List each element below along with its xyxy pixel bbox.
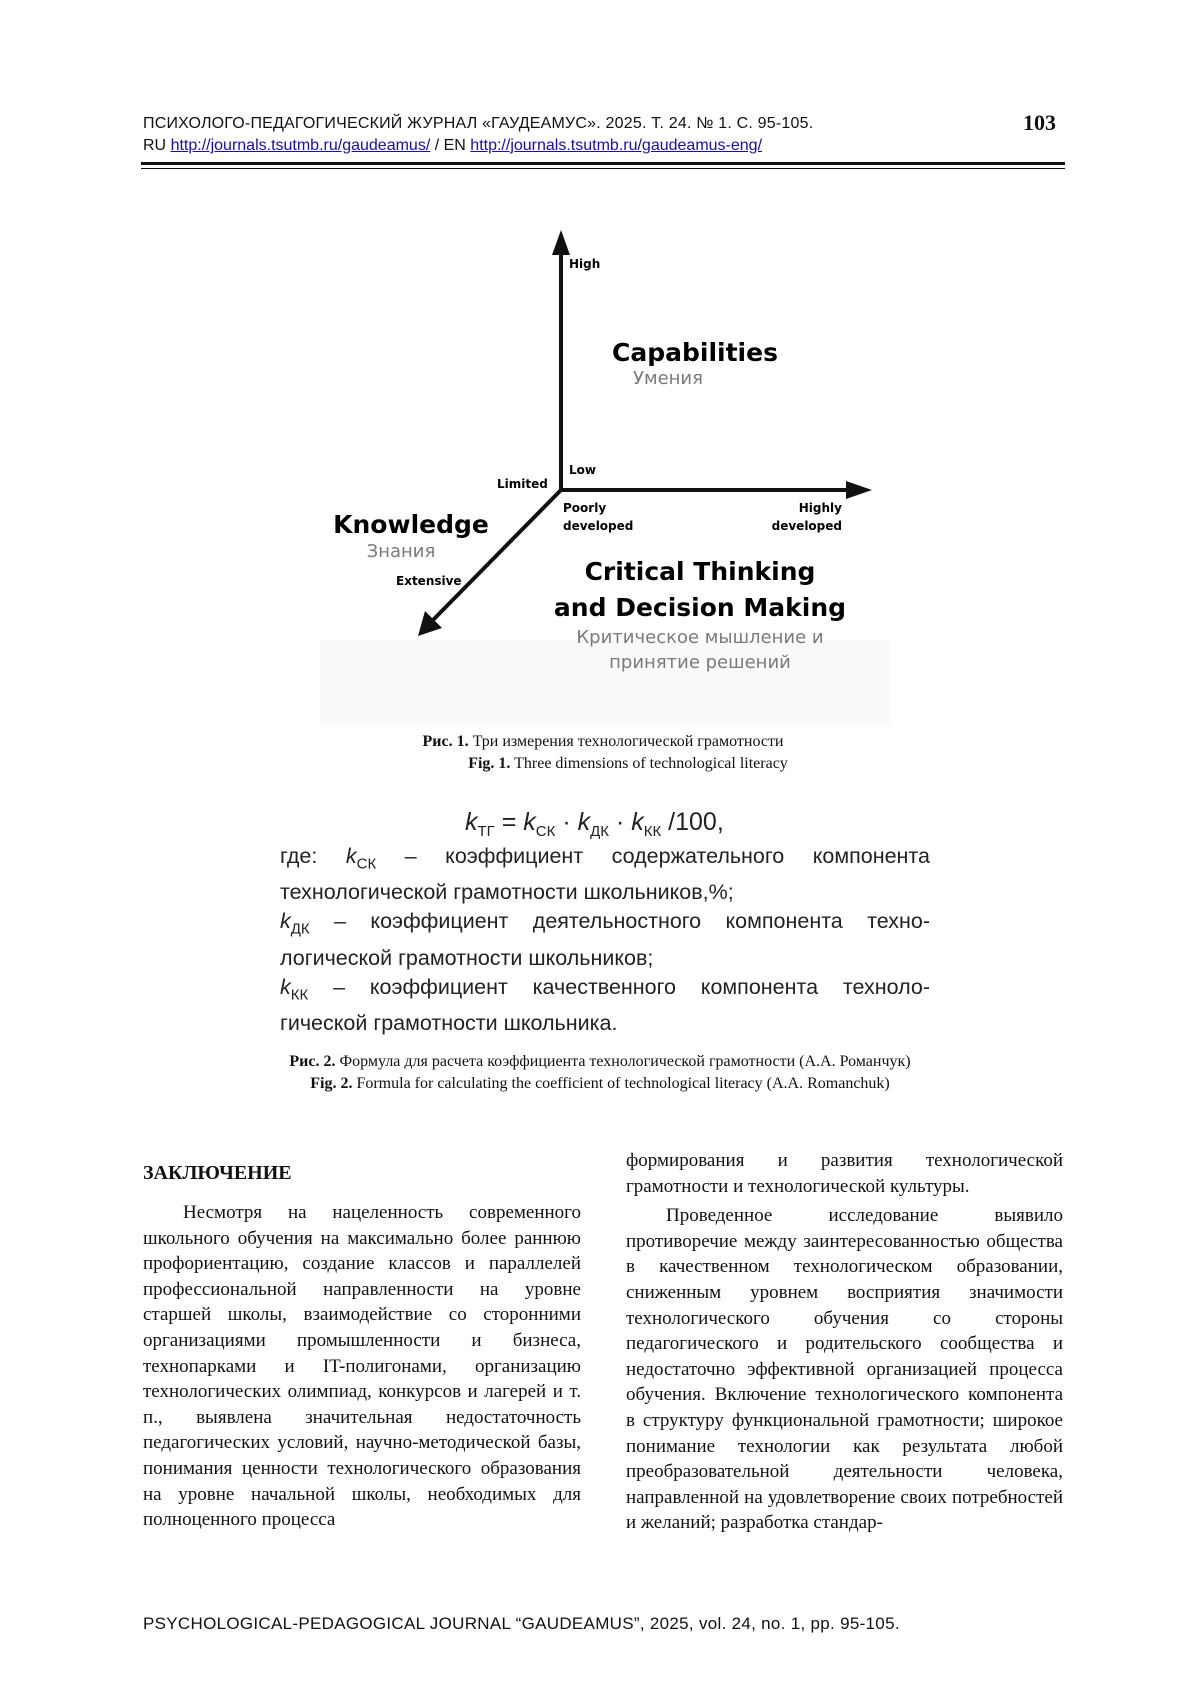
label-highly-developed: developed (771, 519, 842, 533)
ru-link[interactable]: http://journals.tsutmb.ru/gaudeamus/ (170, 137, 431, 154)
figure2-formula (280, 808, 930, 1038)
ct-title-line2: and Decision Making (553, 593, 847, 622)
figure2-caption-ru (0, 1053, 1200, 1071)
capabilities-title: Capabilities (612, 338, 778, 367)
right-paragraph-1: формирования и развития технологической грамотности и технологической культуры. (626, 1150, 1063, 1197)
journal-header: ПСИХОЛОГО-ПЕДАГОГИЧЕСКИЙ ЖУРНАЛ «ГАУДЕАМУС». 2025. Т. 24. № 1. С. 95-105. (143, 115, 814, 132)
ct-ru-line2: принятие решений (609, 652, 791, 673)
figure1-caption-en (0, 755, 1200, 773)
formula-line-3: $k_{ДК}$ – коэффициент деятельностного компонента техно- (280, 909, 930, 938)
formula-line-1: где: $k_{СК}$ – коэффициент содержательного компонента (280, 844, 930, 873)
label-poorly-developed: developed (563, 519, 634, 533)
label-low: Low (569, 463, 596, 477)
formula-line-6: гической грамотности школьника. (280, 1010, 618, 1035)
label-extensive: Extensive (396, 574, 462, 588)
label-high: High (569, 257, 601, 271)
figure2-caption-en-text: Formula for calculating the coefficient of technological literacy (A.A. Romanchuk) (356, 1075, 890, 1092)
figure2-caption-ru-label: Рис. 2. (289, 1053, 336, 1070)
page-number: 103 (1023, 110, 1056, 135)
figure1-caption-en-label: Fig. 1. (468, 755, 511, 772)
right-column (626, 1148, 1063, 1536)
figure1-caption-ru (0, 733, 1200, 751)
figure1-caption-ru-text: Три измерения технологической грамотности (472, 733, 784, 750)
ru-prefix: RU (143, 137, 167, 154)
figure1-caption-ru-label: Рис. 1. (422, 733, 469, 750)
journal-footer: PSYCHOLOGICAL-PEDAGOGICAL JOURNAL “GAUDEAMUS”, 2025, vol. 24, no. 1, pp. 95-105. (143, 1614, 900, 1633)
formula-line-5: $k_{КК}$ – коэффициент качественного компонента техноло- (280, 974, 930, 1003)
capabilities-ru: Умения (633, 368, 703, 389)
right-paragraph-2: Проведенное исследование выявило противоречие между заинтересованностью общества в качественном технологическом образовании, сниженным уровнем восприятия значимости технологического обучения со стороны педагогического и родительского сообщества и недостаточно эффективной организацией процесса обучения. Включение технологического компонента в структуру функциональной грамотности; широкое понимание технологии как результата любой преобразовательной деятельности человека, направленной на удовлетворение своих потребностей и желаний; разработка стандар- (626, 1205, 1063, 1534)
section-title: ЗАКЛЮЧЕНИЕ (143, 1162, 292, 1184)
knowledge-title: Knowledge (333, 510, 489, 539)
label-highly: Highly (798, 501, 842, 515)
figure2-caption-en-label: Fig. 2. (310, 1075, 353, 1092)
formula-line-2: технологической грамотности школьников,%; (280, 880, 734, 905)
figure2-caption-ru-text: Формула для расчета коэффициента технологической грамотности (А.А. Романчук) (339, 1053, 911, 1070)
figure2-caption-en (0, 1075, 1200, 1093)
ct-title-line1: Critical Thinking (584, 557, 816, 586)
left-paragraph: Несмотря на нацеленность современного школьного обучения на максимально более раннюю профориентацию, создание классов и параллелей профессиональной направленности на уровне старшей школы, взаимодействие со сторонними организациями промышленности и бизнеса, технопарками и IT-полигонами, организацию технологических олимпиад, конкурсов и лагерей и т. п., выявлена значительная недостаточность педагогических условий, научно-методической базы, понимания ценности технологического образования на уровне начальной школы, необходимых для полноценного процесса (143, 1202, 581, 1531)
figure1-caption-en-text: Three dimensions of technological literacy (514, 755, 788, 772)
formula-equation: $k_{ТГ} = k_{СК} \cdot k_{ДК} \cdot k_{КК}$ /100, (465, 808, 724, 840)
vertical-axis-arrow (552, 230, 570, 255)
formula-line-4: логической грамотности школьников; (280, 945, 654, 970)
left-column (143, 1200, 581, 1533)
label-poorly: Poorly (563, 501, 607, 515)
figure1-diagram (0, 0, 1200, 740)
link-separator: / EN (434, 137, 466, 154)
knowledge-ru: Знания (366, 541, 436, 562)
label-limited: Limited (497, 477, 548, 491)
ct-ru-line1: Критическое мышление и (576, 627, 824, 648)
en-link[interactable]: http://journals.tsutmb.ru/gaudeamus-eng/ (470, 137, 763, 154)
horizontal-axis-arrow (846, 481, 872, 499)
